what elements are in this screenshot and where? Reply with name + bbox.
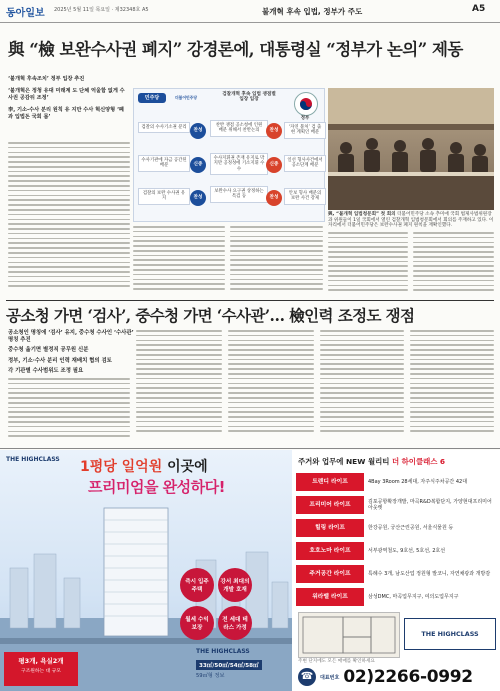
stance-marker: 찬성: [266, 190, 282, 206]
ad-corner-badge: [4, 652, 78, 686]
hearing-photo: [328, 88, 494, 210]
article-body-column: [8, 142, 130, 296]
article-body-column: [328, 232, 408, 296]
issue-description: 찬반 쟁점 공소청에 인원 배분 위해서 찬반논의: [210, 120, 268, 137]
photo-caption-title: 與, “불개혁 입법청문회” 첫 회의: [328, 212, 396, 217]
ad-feature-badge: 즉시 입주 주택: [180, 568, 214, 602]
ad-feature-tag: 힐링 라이프: [296, 519, 364, 537]
ad-feature-text: 김포공항확장개발, 마곡R&D복합단지, 가양현대프리미어아웃렛: [368, 499, 492, 511]
ad-feature-row: [296, 518, 496, 538]
stance-marker: 찬성: [190, 123, 206, 139]
stance-marker: 신중: [266, 157, 282, 173]
ad-feature-text: 특례수 3개, 남도산업 정원형 발코니, 자연채광과 개방감: [368, 571, 491, 577]
subhead: 각 기관별 수사범위도 조정 필요: [8, 368, 84, 375]
issue-description: 수사지휘권 존재 유지로 막지만 공정성에 기소지휘 수수: [210, 153, 268, 175]
main-headline: 與 “檢 보완수사권 폐지” 강경론에, 대통령실 “정부가 논의” 제동: [8, 40, 463, 59]
article-body-column: [8, 378, 130, 444]
ad-corner-sub: 구조원하는 대 규모: [20, 669, 62, 674]
section-divider: [6, 300, 494, 301]
ad-feature-row: [296, 541, 496, 561]
article-body-column: [228, 330, 314, 444]
ad-divider: [0, 448, 500, 449]
ad-feature-badge: 전 세대 테라스 가정: [218, 606, 252, 640]
article-body-column: [230, 226, 323, 296]
article-body-column: [410, 330, 494, 444]
infographic-title: 검찰개혁 후속 입법 쟁점별 입장 입장: [222, 92, 276, 103]
ad-slogan-top: 1평당 일억원: [80, 459, 163, 475]
ad-unit-spec-2: 59㎡형 정보: [196, 673, 225, 679]
issue-info: 2025년 5월 11일 목요일 · 제32348호 A5: [54, 7, 149, 13]
ad-unit-spec: 33㎡/50㎡/54㎡/58㎡: [196, 660, 262, 670]
ad-floorplan: [298, 612, 400, 658]
article-body-column: [136, 330, 222, 444]
government-position: 안보 형사 배분의 보완 사건 강제: [284, 188, 326, 205]
ad-promo-lead: 주거와 업무에 NEW 월리티: [298, 457, 390, 466]
ad-left-panel: [0, 450, 292, 691]
issue-description: 보완수사 요구권 상정하는 특검 등: [210, 186, 268, 203]
ad-feature-tag: 워라밸 라이프: [296, 588, 364, 606]
ad-feature-tag: 트렌디 라이프: [296, 473, 364, 491]
ad-slogan: [80, 456, 208, 476]
ad-phone-number: 02)2266-0992: [343, 667, 473, 687]
party-badge: 민주당: [138, 93, 166, 103]
party-position: 검찰의 보완 수사권 유지: [138, 188, 190, 205]
government-position: ‘자연 불처’ 검 출 현 계획인 배분: [284, 122, 326, 139]
article-body-column: [133, 226, 225, 296]
ad-brand-logo: [404, 618, 496, 650]
government-seal: [294, 92, 318, 116]
article-body-column: [320, 330, 404, 444]
subhead: ‘불개혁은 정청 유대 미래계 도 단체 억울함 없게 수사권 공감뒤 조정’: [8, 88, 125, 101]
ad-footer-note: 주변 단지에도 모든 매매를 확인하세요: [298, 659, 375, 664]
stance-marker: 찬성: [190, 190, 206, 206]
ad-feature-text: 삼성DMC, 마곡업무지구, 여의도업무지구: [368, 594, 459, 600]
ad-phone-label: 대표번호: [320, 674, 340, 681]
ad-phone-bar[interactable]: [298, 666, 496, 688]
ad-feature-row: [296, 472, 496, 492]
ad-feature-badge: 강서 최대의 개발 호재: [218, 568, 252, 602]
ad-feature-tag: 주거공간 라이프: [296, 565, 364, 583]
ad-feature-text: 4Bay 3Room 28세대, 자주식주차공간 42대: [368, 479, 468, 485]
subhead: 정부, 기소·수사 분리 인력 재배치 협의 검토: [8, 357, 112, 364]
ad-feature-row: [296, 564, 496, 584]
government-position: 일선 형사사건에서 공소단계 배분: [284, 155, 326, 172]
ad-feature-list: [296, 472, 496, 607]
phone-icon: ☎: [298, 668, 316, 686]
subhead-block: [8, 330, 138, 375]
photo-caption: [328, 212, 494, 229]
ad-right-panel: [292, 450, 500, 691]
real-estate-advertisement: [0, 450, 500, 691]
ad-corner-text: 평3개, 욕실2개: [18, 657, 64, 665]
ad-slogan-mid: 이곳에: [167, 459, 208, 475]
stance-marker: 찬성: [266, 123, 282, 139]
subhead: 공소청인 명칭에 ‘검사’ 유지, 중수청 수사인 ‘수사관’ 명칭 추진: [8, 330, 134, 343]
ad-feature-badge: 월세 수익 보장: [180, 606, 214, 640]
ad-brand-bottom: THE HIGHCLASS: [196, 648, 250, 655]
ad-feature-tag: 호호노마 라이프: [296, 542, 364, 560]
ad-promo-brand: 더 하이클래스 6: [391, 457, 446, 466]
party-position: 수사기관에 자금 공간된 배분: [138, 155, 190, 172]
stance-infographic: [133, 88, 325, 222]
page-number: A5: [472, 4, 486, 14]
subhead: ‘불개혁 후속조치’ 정부 입장 추진: [8, 76, 85, 82]
party-position: 검찰의 수사기소권 분리: [138, 122, 190, 133]
ad-feature-tag: 프리미어 라이프: [296, 496, 364, 514]
section-title: 불개혁 후속 입법, 정부가 주도: [262, 7, 363, 16]
second-headline: 공소청 가면 ‘검사’, 중수청 가면 ‘수사관’… 檢인력 조정도 쟁점: [6, 306, 415, 325]
paper-name: 동아일보: [6, 8, 45, 19]
ad-feature-text: 서부광역철도, 9호선, 5호선, 2호선: [368, 548, 446, 554]
stance-marker: 신중: [190, 157, 206, 173]
ad-brand-top: THE HIGHCLASS: [6, 456, 60, 463]
subhead: 李, 기소-수사 분리 원칙 유 지만 수사 혁신양형 ‘폐과 입법돈 국회 몸’: [8, 107, 124, 120]
ad-feature-row: [296, 495, 496, 515]
ad-promo-title: [298, 456, 498, 467]
ad-brand-logo-text: THE HIGHCLASS: [421, 630, 479, 638]
photo-caption-text: 더불어민주당 소속 추미애 국회 법제사법위원장과 위원들이 1일 국회에서 열린 검찰개혁 입법청문회에서 회의를 주재하고 있다. 이 자리에서 더불어민주당은 보완수사권 폐지 원칙을 재확인했다.: [328, 212, 494, 229]
government-label: 정부: [300, 116, 310, 121]
article-body-column: [413, 232, 494, 296]
ad-feature-row: [296, 587, 496, 607]
party-badge-sub: 더불어민주당: [174, 95, 197, 100]
subhead: 중수청 옮기면 별정직 공무원 신분: [8, 347, 89, 354]
ad-slogan-big: 프리미엄을 완성하다!: [88, 478, 225, 496]
ad-feature-text: 한강공원, 궁산근린공원, 서울식물원 등: [368, 525, 454, 531]
subhead-block: [8, 76, 128, 120]
